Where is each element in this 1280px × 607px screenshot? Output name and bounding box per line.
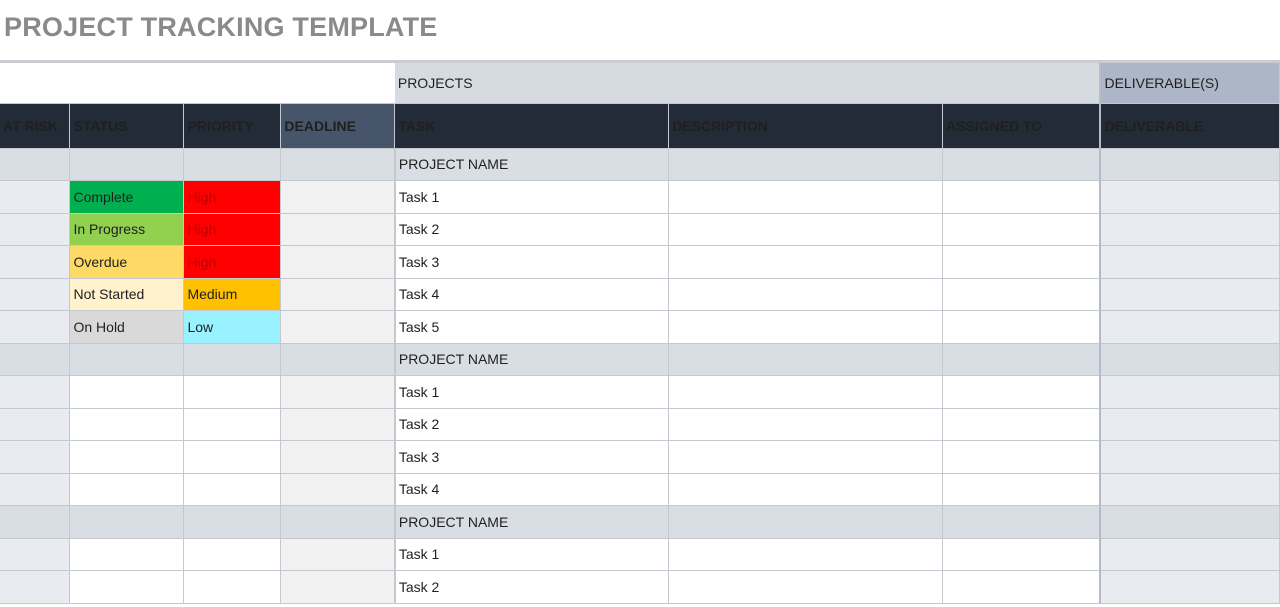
priority-cell[interactable]: [184, 376, 281, 409]
status-cell[interactable]: Not Started: [70, 278, 184, 311]
task-cell[interactable]: Task 4: [395, 278, 669, 311]
deadline-cell[interactable]: [281, 441, 395, 474]
project-group-deadline-cell[interactable]: [281, 148, 395, 181]
at-risk-cell[interactable]: [0, 408, 70, 441]
priority-cell[interactable]: [184, 408, 281, 441]
assigned-to-cell[interactable]: [943, 571, 1101, 604]
task-row: [0, 571, 1280, 604]
task-cell[interactable]: Task 4: [395, 473, 669, 506]
description-cell[interactable]: [669, 473, 943, 506]
project-group-priority-cell[interactable]: [184, 506, 281, 539]
deliverable-cell[interactable]: [1100, 246, 1279, 279]
project-group-deliverable-cell[interactable]: [1100, 506, 1279, 539]
project-group-description-cell[interactable]: [669, 343, 943, 376]
task-cell[interactable]: Task 3: [395, 441, 669, 474]
assigned-to-cell[interactable]: [943, 538, 1101, 571]
status-cell[interactable]: Complete: [70, 181, 184, 214]
section-band-row: [0, 63, 1280, 103]
deadline-cell[interactable]: [281, 181, 395, 214]
deadline-cell[interactable]: [281, 278, 395, 311]
deadline-cell[interactable]: [281, 311, 395, 344]
project-group-at-risk-cell[interactable]: [0, 343, 70, 376]
assigned-to-cell[interactable]: [943, 213, 1101, 246]
description-cell[interactable]: [669, 213, 943, 246]
description-cell[interactable]: [669, 246, 943, 279]
at-risk-cell[interactable]: [0, 311, 70, 344]
project-group-priority-cell[interactable]: [184, 148, 281, 181]
deliverable-cell[interactable]: [1100, 571, 1279, 604]
project-group-assigned-to-cell[interactable]: [943, 506, 1101, 539]
deliverable-cell[interactable]: [1100, 181, 1279, 214]
task-cell[interactable]: Task 2: [395, 408, 669, 441]
task-row: [0, 278, 1280, 311]
deadline-cell[interactable]: [281, 246, 395, 279]
assigned-to-cell[interactable]: [943, 376, 1101, 409]
assigned-to-cell[interactable]: [943, 181, 1101, 214]
project-group-deadline-cell[interactable]: [281, 506, 395, 539]
description-cell[interactable]: [669, 181, 943, 214]
at-risk-cell[interactable]: [0, 441, 70, 474]
task-cell[interactable]: Task 5: [395, 311, 669, 344]
status-cell[interactable]: [70, 408, 184, 441]
project-group-description-cell[interactable]: [669, 506, 943, 539]
description-cell[interactable]: [669, 278, 943, 311]
deadline-cell[interactable]: [281, 473, 395, 506]
deadline-cell[interactable]: [281, 213, 395, 246]
at-risk-cell[interactable]: [0, 571, 70, 604]
project-group-status-cell[interactable]: [70, 506, 184, 539]
deliverable-cell[interactable]: [1100, 441, 1279, 474]
header-at-risk[interactable]: AT RISK: [0, 103, 70, 148]
project-group-row: [0, 343, 1280, 376]
task-row: [0, 246, 1280, 279]
project-name-cell[interactable]: PROJECT NAME: [395, 343, 669, 376]
project-group-row: [0, 506, 1280, 539]
task-row: [0, 311, 1280, 344]
header-task[interactable]: TASK: [395, 103, 669, 148]
priority-cell[interactable]: High: [184, 246, 281, 279]
task-cell[interactable]: Task 3: [395, 246, 669, 279]
status-cell[interactable]: Overdue: [70, 246, 184, 279]
project-group-at-risk-cell[interactable]: [0, 148, 70, 181]
header-priority[interactable]: PRIORITY: [184, 103, 281, 148]
status-cell[interactable]: On Hold: [70, 311, 184, 344]
deliverable-cell[interactable]: [1100, 376, 1279, 409]
deadline-cell[interactable]: [281, 571, 395, 604]
priority-cell[interactable]: Low: [184, 311, 281, 344]
task-row: [0, 441, 1280, 474]
page-title: PROJECT TRACKING TEMPLATE: [4, 12, 438, 42]
deadline-cell[interactable]: [281, 538, 395, 571]
assigned-to-cell[interactable]: [943, 441, 1101, 474]
description-cell[interactable]: [669, 441, 943, 474]
task-row: [0, 538, 1280, 571]
at-risk-cell[interactable]: [0, 246, 70, 279]
projects-band[interactable]: PROJECTS: [395, 63, 1101, 103]
assigned-to-cell[interactable]: [943, 246, 1101, 279]
description-cell[interactable]: [669, 538, 943, 571]
task-cell[interactable]: Task 2: [395, 213, 669, 246]
status-cell[interactable]: [70, 473, 184, 506]
task-cell[interactable]: Task 1: [395, 538, 669, 571]
band-blank-cell[interactable]: [0, 63, 395, 103]
at-risk-cell[interactable]: [0, 181, 70, 214]
deadline-cell[interactable]: [281, 376, 395, 409]
priority-cell[interactable]: High: [184, 213, 281, 246]
header-assigned-to[interactable]: ASSIGNED TO: [943, 103, 1101, 148]
header-description[interactable]: DESCRIPTION: [669, 103, 943, 148]
at-risk-cell[interactable]: [0, 538, 70, 571]
status-cell[interactable]: [70, 538, 184, 571]
task-cell[interactable]: Task 1: [395, 376, 669, 409]
task-row: [0, 376, 1280, 409]
project-name-cell[interactable]: PROJECT NAME: [395, 148, 669, 181]
project-group-status-cell[interactable]: [70, 148, 184, 181]
project-group-description-cell[interactable]: [669, 148, 943, 181]
status-cell[interactable]: [70, 571, 184, 604]
assigned-to-cell[interactable]: [943, 473, 1101, 506]
task-cell[interactable]: Task 2: [395, 571, 669, 604]
deliverables-band[interactable]: DELIVERABLE(S): [1100, 63, 1279, 103]
description-cell[interactable]: [669, 376, 943, 409]
deliverable-cell[interactable]: [1100, 538, 1279, 571]
header-status[interactable]: STATUS: [70, 103, 184, 148]
header-deliverable[interactable]: DELIVERABLE: [1100, 103, 1279, 148]
priority-cell[interactable]: [184, 571, 281, 604]
project-group-priority-cell[interactable]: [184, 343, 281, 376]
deadline-cell[interactable]: [281, 408, 395, 441]
deliverable-cell[interactable]: [1100, 278, 1279, 311]
deliverable-cell[interactable]: [1100, 213, 1279, 246]
assigned-to-cell[interactable]: [943, 408, 1101, 441]
priority-cell[interactable]: Medium: [184, 278, 281, 311]
task-row: [0, 213, 1280, 246]
priority-cell[interactable]: High: [184, 181, 281, 214]
tracking-grid: [0, 63, 1280, 604]
description-cell[interactable]: [669, 571, 943, 604]
status-cell[interactable]: In Progress: [70, 213, 184, 246]
at-risk-cell[interactable]: [0, 213, 70, 246]
assigned-to-cell[interactable]: [943, 311, 1101, 344]
description-cell[interactable]: [669, 311, 943, 344]
description-cell[interactable]: [669, 408, 943, 441]
priority-cell[interactable]: [184, 538, 281, 571]
header-deadline[interactable]: DEADLINE: [281, 103, 395, 148]
project-group-deliverable-cell[interactable]: [1100, 148, 1279, 181]
project-group-assigned-to-cell[interactable]: [943, 148, 1101, 181]
project-group-assigned-to-cell[interactable]: [943, 343, 1101, 376]
project-group-at-risk-cell[interactable]: [0, 506, 70, 539]
task-cell[interactable]: Task 1: [395, 181, 669, 214]
priority-cell[interactable]: [184, 441, 281, 474]
deliverable-cell[interactable]: [1100, 473, 1279, 506]
header-row: [0, 103, 1280, 148]
at-risk-cell[interactable]: [0, 278, 70, 311]
task-row: [0, 473, 1280, 506]
project-group-deliverable-cell[interactable]: [1100, 343, 1279, 376]
title-bar: [0, 0, 1280, 60]
deliverable-cell[interactable]: [1100, 311, 1279, 344]
project-group-row: [0, 148, 1280, 181]
priority-cell[interactable]: [184, 473, 281, 506]
task-row: [0, 408, 1280, 441]
deliverable-cell[interactable]: [1100, 408, 1279, 441]
assigned-to-cell[interactable]: [943, 278, 1101, 311]
status-cell[interactable]: [70, 441, 184, 474]
project-group-status-cell[interactable]: [70, 343, 184, 376]
at-risk-cell[interactable]: [0, 473, 70, 506]
project-name-cell[interactable]: PROJECT NAME: [395, 506, 669, 539]
at-risk-cell[interactable]: [0, 376, 70, 409]
status-cell[interactable]: [70, 376, 184, 409]
task-row: [0, 181, 1280, 214]
project-group-deadline-cell[interactable]: [281, 343, 395, 376]
